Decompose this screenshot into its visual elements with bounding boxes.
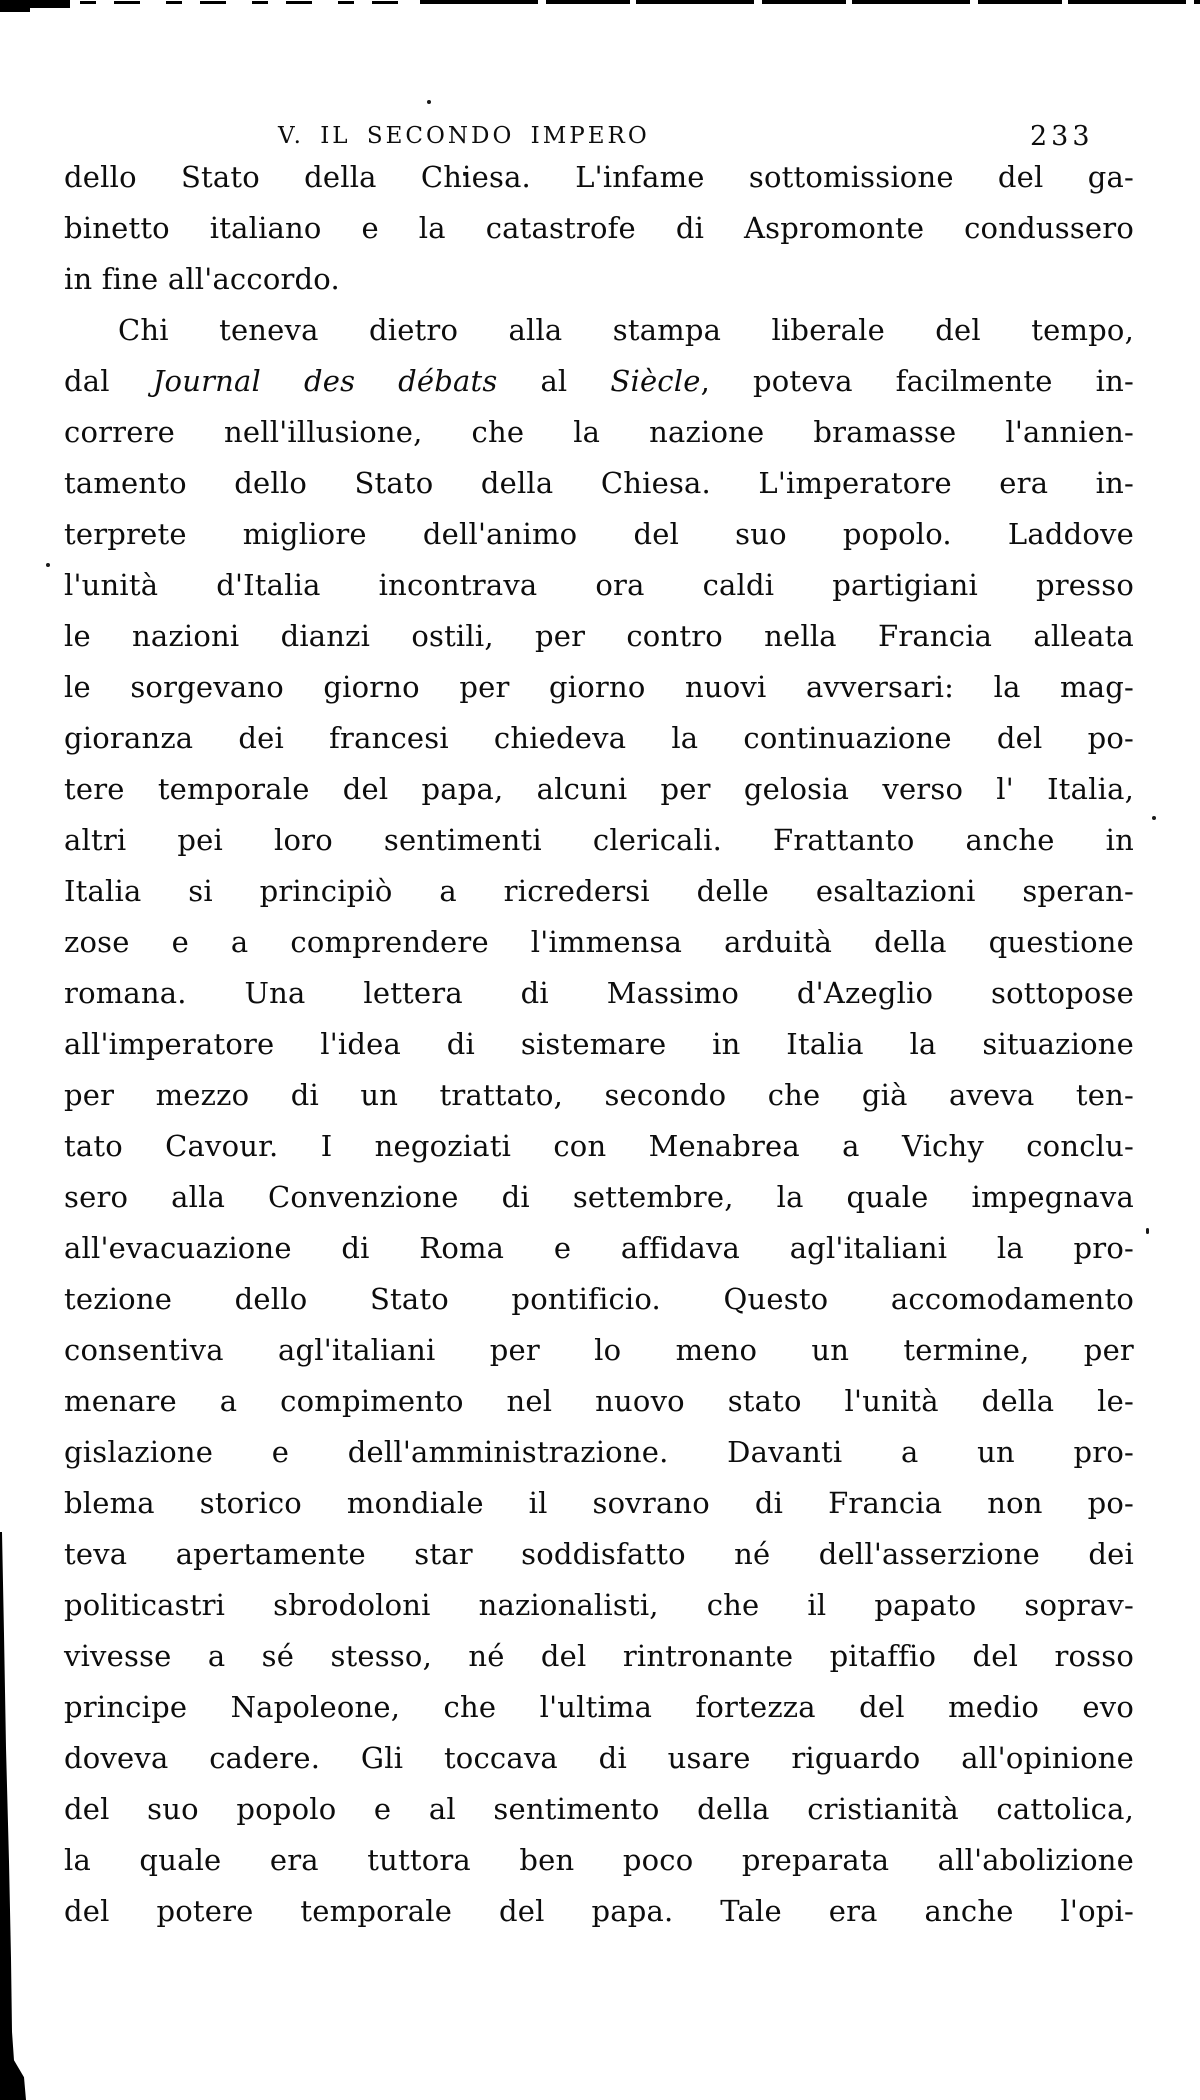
text-line: tato Cavour. I negoziati con Menabrea a Vichy conclu- xyxy=(64,1129,1134,1163)
text-line: l'unità d'Italia incontrava ora caldi partigiani presso xyxy=(64,568,1134,602)
text-line: binetto italiano e la catastrofe di Aspromonte condussero xyxy=(64,211,1134,245)
text-line: principe Napoleone, che l'ultima fortezza del medio evo xyxy=(64,1690,1134,1724)
scan-speck xyxy=(1152,816,1156,820)
text-line: blema storico mondiale il sovrano di Francia non po- xyxy=(64,1486,1134,1520)
text-line: altri pei loro sentimenti clericali. Frattanto anche in xyxy=(64,823,1134,857)
text-line: gislazione e dell'amministrazione. Davanti a un pro- xyxy=(64,1435,1134,1469)
text-line: tamento dello Stato della Chiesa. L'imperatore era in- xyxy=(64,466,1134,500)
text-line: politicastri sbrodoloni nazionalisti, che il papato soprav- xyxy=(64,1588,1134,1622)
chapter-header: V. IL SECONDO IMPERO xyxy=(278,123,650,149)
text-line: tezione dello Stato pontificio. Questo accomodamento xyxy=(64,1282,1134,1316)
scan-speck xyxy=(427,100,431,104)
scan-speck xyxy=(1146,1228,1149,1234)
text-line: vivesse a sé stesso, né del rintronante pitaffio del rosso xyxy=(64,1639,1134,1673)
scan-artifact-gutter-shadow xyxy=(0,1532,30,2100)
text-line: zose e a comprendere l'immensa arduità della questione xyxy=(64,925,1134,959)
scan-artifact-top-left xyxy=(0,0,70,8)
text-line: le sorgevano giorno per giorno nuovi avversari: la mag- xyxy=(64,670,1134,704)
text-line: Italia si principiò a ricredersi delle esaltazioni speran- xyxy=(64,874,1134,908)
text-line: consentiva agl'italiani per lo meno un termine, per xyxy=(64,1333,1134,1367)
text-line: dello Stato della Chiesa. L'infame sottomissione del ga- xyxy=(64,160,1134,194)
text-line: romana. Una lettera di Massimo d'Azeglio sottopose xyxy=(64,976,1134,1010)
scan-artifact-top-edge-broken xyxy=(80,1,420,4)
scan-artifact-top-edge xyxy=(420,0,1200,4)
text-line: menare a compimento nel nuovo stato l'unità della le- xyxy=(64,1384,1134,1418)
text-line: del potere temporale del papa. Tale era anche l'opi- xyxy=(64,1894,1134,1928)
text-line: gioranza dei francesi chiedeva la continuazione del po- xyxy=(64,721,1134,755)
page-number: 233 xyxy=(1030,121,1094,152)
text-line: per mezzo di un trattato, secondo che già aveva ten- xyxy=(64,1078,1134,1112)
text-line: la quale era tuttora ben poco preparata all'abolizione xyxy=(64,1843,1134,1877)
body-text xyxy=(64,152,1134,1937)
text-line: in fine all'accordo. xyxy=(64,262,340,296)
text-line: sero alla Convenzione di settembre, la quale impegnava xyxy=(64,1180,1134,1214)
text-line: all'evacuazione di Roma e affidava agl'italiani la pro- xyxy=(64,1231,1134,1265)
text-line: le nazioni dianzi ostili, per contro nella Francia alleata xyxy=(64,619,1134,653)
text-line: Chi teneva dietro alla stampa liberale del tempo, xyxy=(118,313,1134,347)
text-line: tere temporale del papa, alcuni per gelosia verso l' Italia, xyxy=(64,772,1134,806)
text-line: dal Journal des débats al Siècle, poteva facilmente in- xyxy=(64,364,1134,398)
text-line: doveva cadere. Gli toccava di usare riguardo all'opinione xyxy=(64,1741,1134,1775)
text-line: terprete migliore dell'animo del suo popolo. Laddove xyxy=(64,517,1134,551)
text-line: teva apertamente star soddisfatto né dell'asserzione dei xyxy=(64,1537,1134,1571)
text-line: del suo popolo e al sentimento della cristianità cattolica, xyxy=(64,1792,1134,1826)
scan-speck xyxy=(46,563,50,567)
text-line: correre nell'illusione, che la nazione bramasse l'annien- xyxy=(64,415,1134,449)
text-line: all'imperatore l'idea di sistemare in Italia la situazione xyxy=(64,1027,1134,1061)
